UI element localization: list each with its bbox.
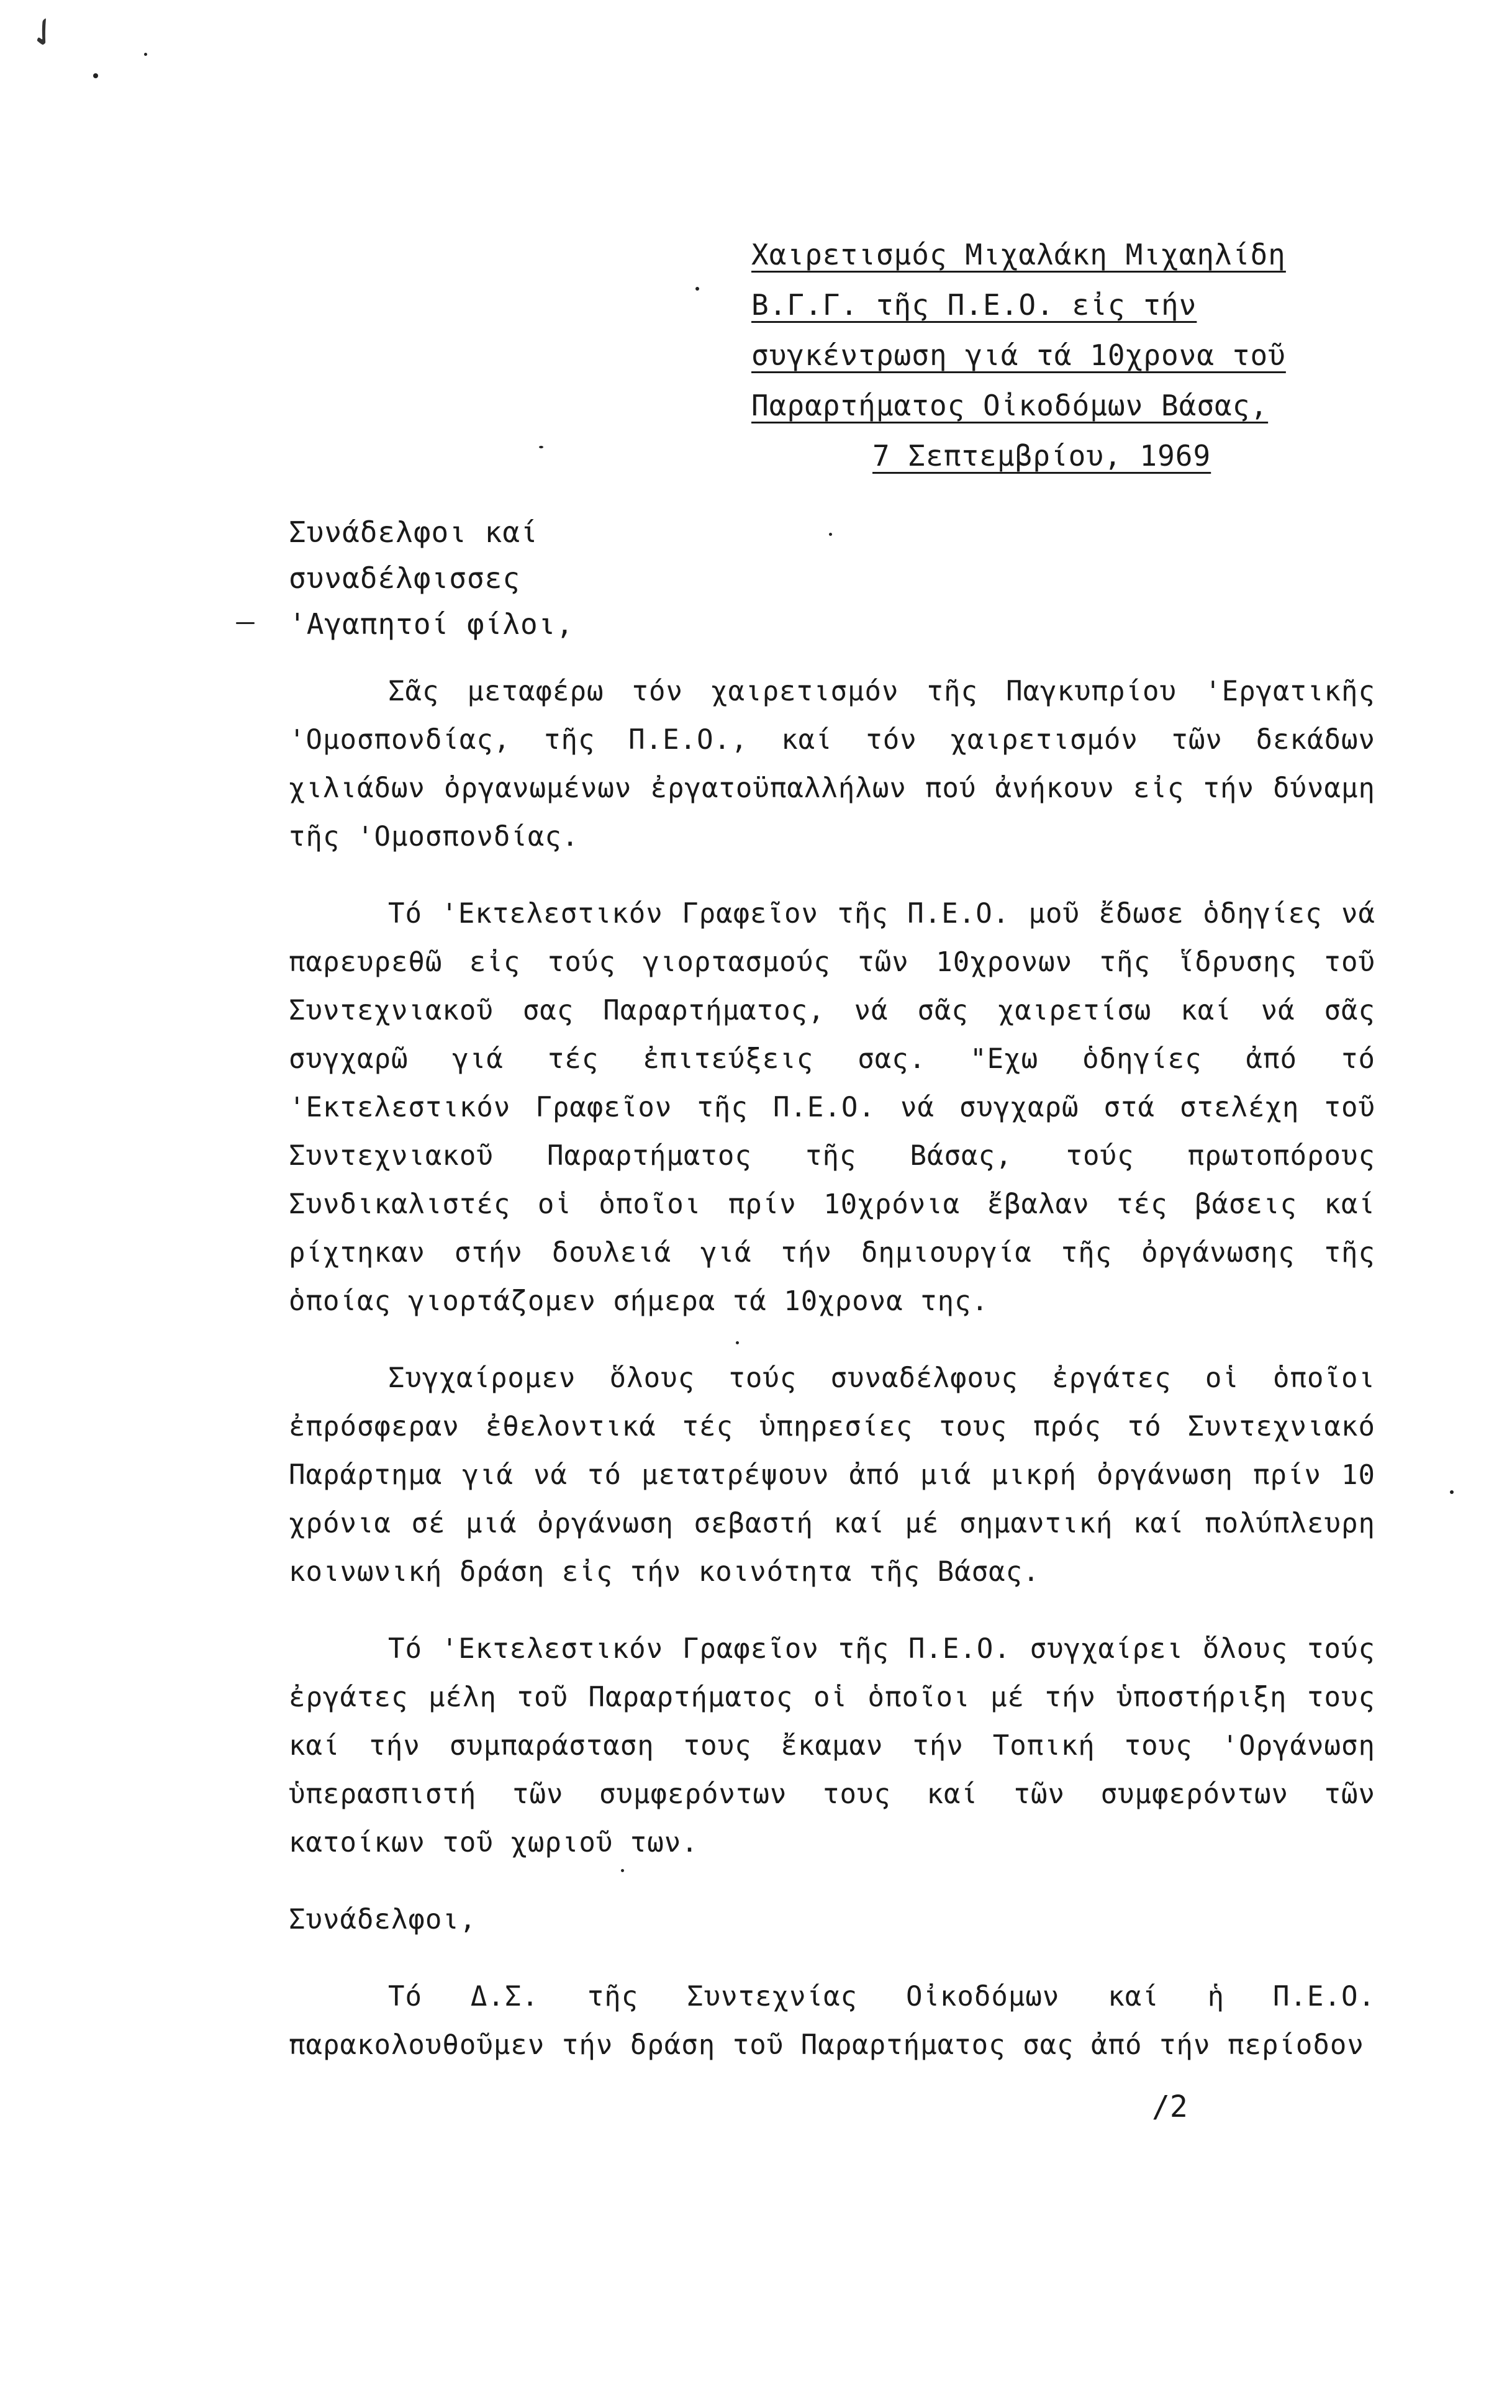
speech-heading [751, 230, 1372, 481]
ink-speck [539, 446, 543, 448]
body-paragraph: Τό Δ.Σ. τῆς Συντεχνίας Οἰκοδόμων καί ἡ Π.Ε.Ο. παρακολουθοῦμεν τήν δράση τοῦ Παραρτήματος σας ἀπό τήν περίοδον [289, 1981, 1375, 2061]
ink-speck [236, 622, 255, 624]
heading-date: 7 Σεπτεμβρίου, 1969 [872, 439, 1211, 473]
heading-line: Παραρτήματος Οἰκοδόμων Βάσας, [751, 389, 1269, 422]
ink-speck [1450, 1490, 1454, 1494]
page-number: /2 [1152, 2089, 1188, 2124]
salutation-line: συναδέλφισσες [289, 561, 521, 595]
salutation-line: 'Αγαπητοί φίλοι, [289, 607, 574, 641]
ink-speck [144, 53, 147, 56]
ink-speck [93, 73, 98, 78]
heading-line: Β.Γ.Γ. τῆς Π.Ε.Ο. εἰς τήν [751, 288, 1197, 322]
ink-speck [695, 287, 699, 291]
body-paragraph: Σᾶς μεταφέρω τόν χαιρετισμόν τῆς Παγκυπρίου 'Εργατικῆς 'Ομοσπονδίας, τῆς Π.Ε.Ο., καί τόν χαιρετισμόν τῶν δεκάδων χιλιάδων ὀργανωμένων ἐργατοϋπαλλήλων πού ἀνήκουν εἰς τήν δύναμη τῆς 'Ομοσπονδίας. [289, 676, 1375, 853]
body-paragraph: Τό 'Εκτελεστικόν Γραφεῖον τῆς Π.Ε.Ο. συγχαίρει ὅλους τούς ἐργάτες μέλη τοῦ Παραρτήματος οἱ ὁποῖοι μέ τήν ὑποστήριξη τους καί τήν συμπαράσταση τους ἔκαμαν τήν Τοπική τους 'Οργάνωση ὑπερασπιστή τῶν συμφερόντων τους καί τῶν συμφερόντων τῶν κατοίκων τοῦ χωριοῦ των. [289, 1633, 1375, 1858]
body-paragraph: Τό 'Εκτελεστικόν Γραφεῖον τῆς Π.Ε.Ο. μοῦ ἔδωσε ὁδηγίες νά παρευρεθῶ εἰς τούς γιορτασμούς τῶν 10χρονων τῆς ἵδρυσης τοῦ Συντεχνιακοῦ σας Παραρτήματος, νά σᾶς χαιρετίσω καί νά σᾶς συγχαρῶ γιά τές ἐπιτεύξεις σας. "Εχω ὁδηγίες ἀπό τό 'Εκτελεστικόν Γραφεῖον τῆς Π.Ε.Ο. νά συγχαρῶ στά στελέχη τοῦ Συντεχνιακοῦ Παραρτήματος τῆς Βάσας, τούς πρωτοπόρους Συνδικαλιστές οἱ ὁποῖοι πρίν 10χρόνια ἔβαλαν τές βάσεις καί ρίχτηκαν στήν δουλειά γιά τήν δημιουργία τῆς ὀργάνωσης τῆς ὁποίας γιορτάζομεν σήμερα τά 10χρονα της. [289, 898, 1375, 1317]
ink-scribble-mark: ✓ [17, 3, 68, 60]
salutation [289, 509, 574, 647]
salutation-line: Συνάδελφοι καί [289, 515, 538, 549]
body-paragraph: Συγχαίρομεν ὅλους τούς συναδέλφους ἐργάτες οἱ ὁποῖοι ἐπρόσφεραν ἐθελοντικά τές ὑπηρεσίες τους πρός τό Συντεχνιακό Παράρτημα γιά νά τό μετατρέψουν ἀπό μιά μικρή ὀργάνωση πρίν 10 χρόνια σέ μιά ὀργάνωση σεβαστή καί μέ σημαντική καί πολύπλευρη κοινωνική δράση εἰς τήν κοινότητα τῆς Βάσας. [289, 1362, 1375, 1588]
address-line: Συνάδελφοι, [289, 1904, 477, 1935]
heading-line: συγκέντρωση γιά τά 10χρονα τοῦ [751, 338, 1286, 372]
heading-line: Χαιρετισμός Μιχαλάκη Μιχαηλίδη [751, 238, 1286, 271]
letter-body [289, 668, 1375, 2098]
ink-speck [829, 533, 832, 536]
